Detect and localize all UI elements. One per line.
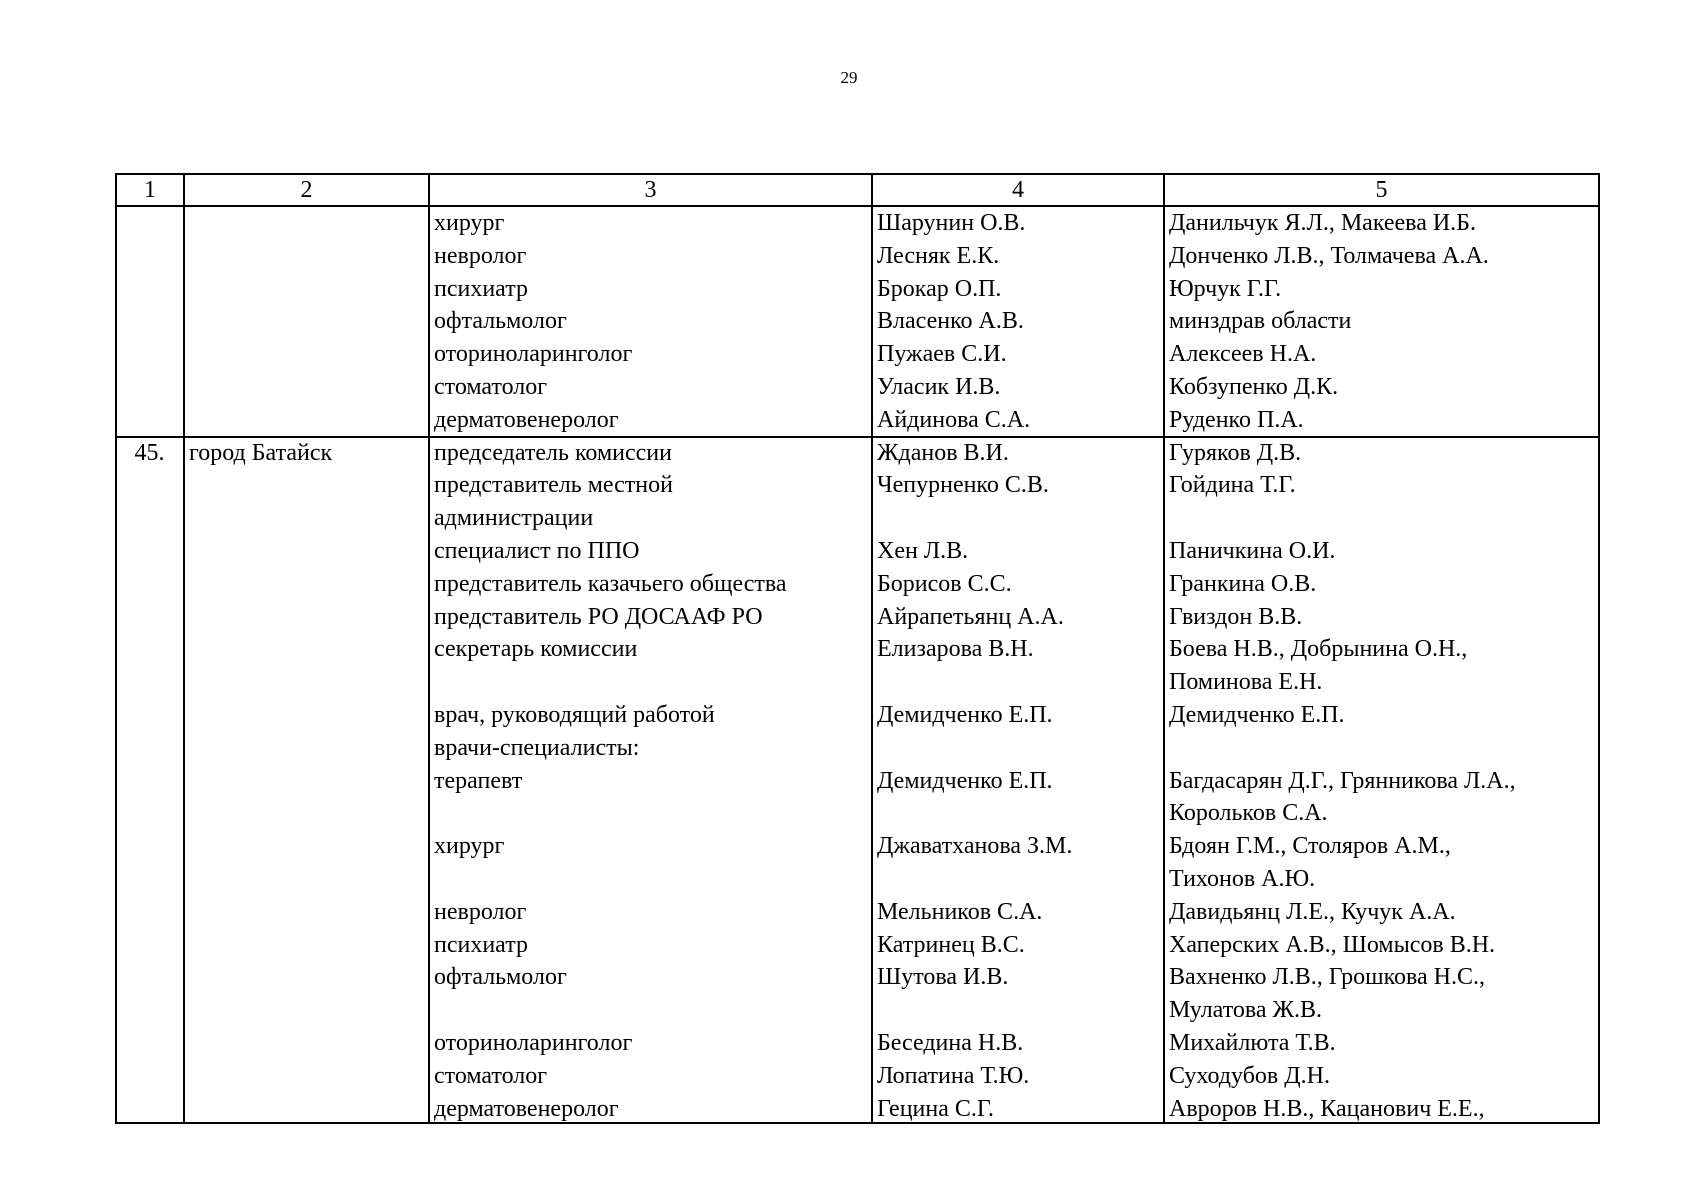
table-row <box>115 1060 1600 1093</box>
table-row <box>115 404 1600 437</box>
cell-reserve-member: Паничкина О.И. <box>1169 538 1336 564</box>
table-row <box>115 1093 1600 1126</box>
header-col-1: 1 <box>144 177 156 203</box>
table-row <box>115 1027 1600 1060</box>
cell-member: Хен Л.В. <box>877 538 969 564</box>
table-row <box>115 207 1600 240</box>
cell-member: Власенко А.В. <box>877 308 1024 335</box>
header-col-5: 5 <box>1375 177 1388 203</box>
table-row <box>115 797 1600 830</box>
table-row <box>115 830 1600 863</box>
cell-member: Мельников С.А. <box>877 898 1043 925</box>
cell-reserve-member: Багдасарян Д.Г., Грянникова Л.А., <box>1169 767 1516 794</box>
cell-locality: город Батайск <box>189 439 333 466</box>
cell-position: представитель РО ДОСААФ РО <box>434 603 763 630</box>
table-row <box>115 863 1600 896</box>
cell-position: психиатр <box>434 275 528 302</box>
cell-reserve-member: Юрчук Г.Г. <box>1169 275 1282 302</box>
cell-member: Катринец В.С. <box>877 931 1025 958</box>
cell-position: врач, руководящий работой <box>434 702 715 728</box>
cell-reserve-member: Гвиздон В.В. <box>1169 603 1303 630</box>
cell-member: Гецина С.Г. <box>877 1095 995 1122</box>
cell-member: Елизарова В.Н. <box>877 636 1034 663</box>
cell-reserve-member: Демидченко Е.П. <box>1169 702 1345 728</box>
cell-reserve-member: Данильчук Я.Л., Макеева И.Б. <box>1169 210 1476 236</box>
cell-position: секретарь комиссии <box>434 636 638 663</box>
cell-reserve-member: Хаперских А.В., Шомысов В.Н. <box>1169 931 1496 958</box>
cell-member: Айрапетьянц А.А. <box>877 603 1064 630</box>
cell-position: хирург <box>434 833 505 860</box>
cell-reserve-member: Корольков С.А. <box>1169 800 1328 827</box>
cell-reserve-member: Руденко П.А. <box>1169 406 1304 433</box>
cell-reserve-member: Давидьянц Л.Е., Кучук А.А. <box>1169 898 1456 925</box>
table-row <box>115 994 1600 1027</box>
cell-position: оториноларинголог <box>434 341 633 368</box>
cell-position: председатель комиссии <box>434 439 672 466</box>
cell-position: невролог <box>434 242 527 269</box>
table-row <box>115 633 1600 666</box>
cell-member: Брокар О.П. <box>877 275 1002 302</box>
table-row <box>115 929 1600 962</box>
cell-position: стоматолог <box>434 1062 548 1089</box>
table-row <box>115 568 1600 601</box>
cell-position: офтальмолог <box>434 964 567 991</box>
page-number: 29 <box>840 68 858 87</box>
cell-reserve-member: Боева Н.В., Добрынина О.Н., <box>1169 636 1468 663</box>
cell-position: невролог <box>434 898 527 925</box>
table-row <box>115 338 1600 371</box>
cell-position: дерматовенеролог <box>434 1095 619 1122</box>
cell-reserve-member: Михайлюта Т.В. <box>1169 1030 1336 1056</box>
cell-member: Жданов В.И. <box>877 439 1009 466</box>
table-row <box>115 666 1600 699</box>
table-row <box>115 305 1600 338</box>
table-row <box>115 732 1600 765</box>
header-col-2: 2 <box>300 177 313 203</box>
table-row <box>115 240 1600 273</box>
cell-reserve-member: Поминова Е.Н. <box>1169 669 1323 696</box>
cell-member: Айдинова С.А. <box>877 406 1031 433</box>
header-col-3: 3 <box>644 177 657 203</box>
cell-member: Демидченко Е.П. <box>877 702 1053 728</box>
table-row <box>115 469 1600 502</box>
cell-position: представитель казачьего общества <box>434 570 787 597</box>
cell-member: Шарунин О.В. <box>877 210 1026 236</box>
cell-member: Пужаев С.И. <box>877 341 1007 368</box>
table-row <box>115 699 1600 732</box>
cell-member: Лесняк Е.К. <box>877 242 1000 269</box>
cell-reserve-member: Вахненко Л.В., Грошкова Н.С., <box>1169 964 1486 991</box>
table-row <box>115 502 1600 535</box>
cell-position: офтальмолог <box>434 308 567 335</box>
table-row <box>115 601 1600 634</box>
cell-position: администрации <box>434 505 594 532</box>
cell-position: дерматовенеролог <box>434 406 619 433</box>
cell-reserve-member: Алексеев Н.А. <box>1169 341 1317 368</box>
cell-position: представитель местной <box>434 472 673 499</box>
cell-reserve-member: Мулатова Ж.В. <box>1169 997 1323 1024</box>
cell-member: Джаватханова З.М. <box>877 833 1073 860</box>
table-row <box>115 961 1600 994</box>
cell-position: врачи-специалисты: <box>434 734 640 761</box>
cell-reserve-member: Гойдина Т.Г. <box>1169 472 1296 499</box>
cell-position: специалист по ППО <box>434 538 640 564</box>
cell-position: хирург <box>434 210 505 236</box>
table-row <box>115 273 1600 306</box>
table-row <box>115 896 1600 929</box>
cell-member: Борисов С.С. <box>877 570 1012 597</box>
table-row <box>115 437 1600 470</box>
cell-row-number: 45. <box>134 439 165 466</box>
table-row <box>115 765 1600 798</box>
cell-member: Демидченко Е.П. <box>877 767 1053 794</box>
cell-reserve-member: Гуряков Д.В. <box>1169 439 1302 466</box>
cell-position: стоматолог <box>434 374 548 400</box>
cell-reserve-member: Бдоян Г.М., Столяров А.М., <box>1169 833 1451 860</box>
header-col-4: 4 <box>1012 177 1024 203</box>
cell-member: Шутова И.В. <box>877 964 1009 991</box>
cell-member: Уласик И.В. <box>877 374 1001 400</box>
cell-reserve-member: Тихонов А.Ю. <box>1169 866 1316 892</box>
cell-member: Беседина Н.В. <box>877 1030 1024 1056</box>
cell-reserve-member: минздрав области <box>1169 308 1352 335</box>
cell-member: Лопатина Т.Ю. <box>877 1062 1030 1089</box>
cell-reserve-member: Авроров Н.В., Кацанович Е.Е., <box>1169 1095 1485 1122</box>
cell-position: терапевт <box>434 767 523 794</box>
cell-reserve-member: Суходубов Д.Н. <box>1169 1062 1330 1089</box>
cell-position: оториноларинголог <box>434 1030 633 1056</box>
cell-position: психиатр <box>434 931 528 958</box>
cell-reserve-member: Кобзупенко Д.К. <box>1169 374 1339 400</box>
table-row <box>115 535 1600 568</box>
data-table <box>115 173 1600 1124</box>
table-row <box>115 371 1600 404</box>
cell-reserve-member: Донченко Л.В., Толмачева А.А. <box>1169 242 1489 269</box>
cell-member: Чепурненко С.В. <box>877 472 1049 499</box>
cell-reserve-member: Гранкина О.В. <box>1169 570 1317 597</box>
